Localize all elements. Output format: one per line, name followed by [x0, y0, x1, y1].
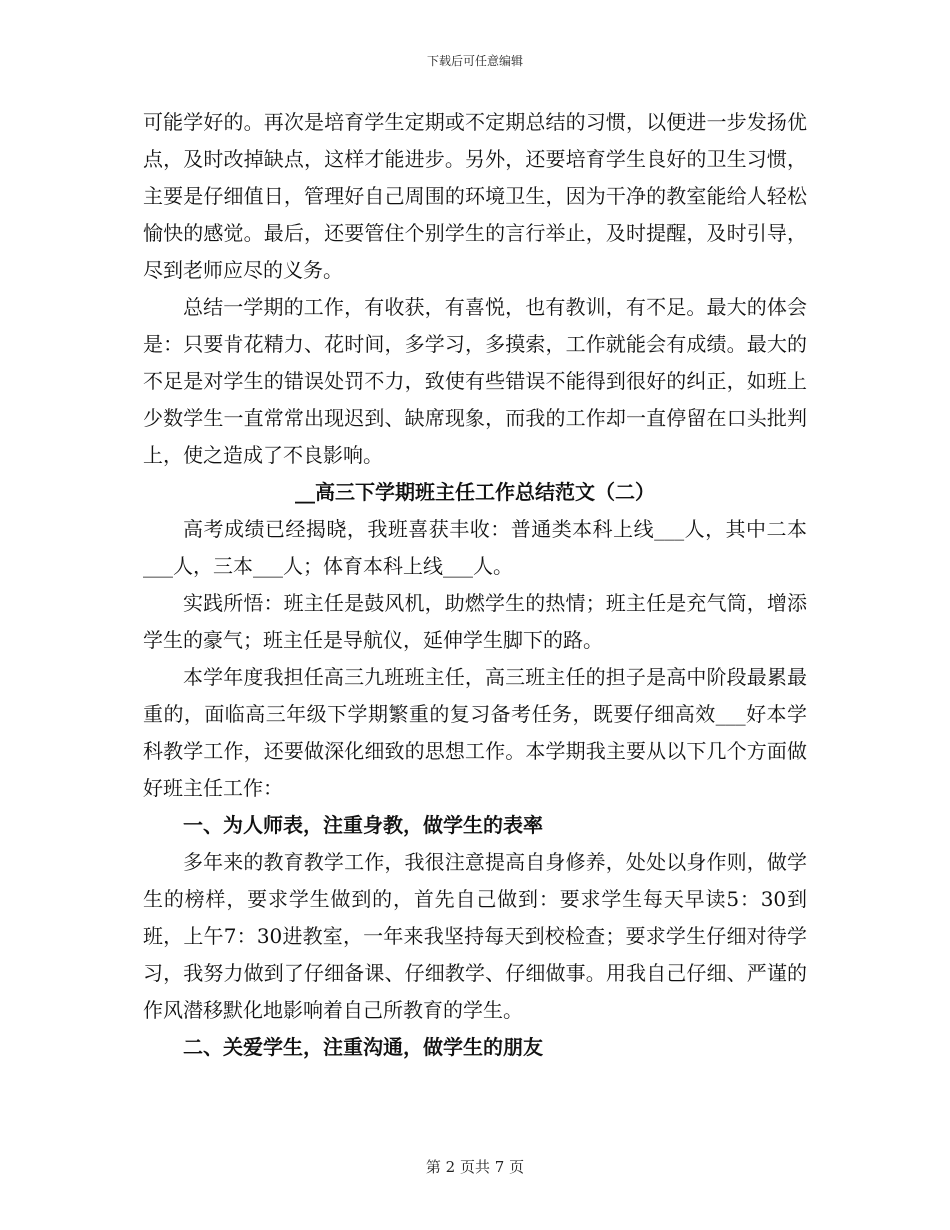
paragraph-2: 总结一学期的工作，有收获，有喜悦，也有教训，有不足。最大的体会是：只要肯花精力、花时间，多学习，多摸索，工作就能会有成绩。最大的不足是对学生的错误处罚不力，致使有些错误不能得到很好的纠正，如班上少数学生一直常常出现迟到、缺席现象，而我的工作却一直停留在口头批判上，使之造成了不良影响。 — [143, 295, 807, 467]
page-footer: 第 2 页共 7 页 — [425, 1158, 525, 1176]
paragraph-3: 高考成绩已经揭晓，我班喜获丰收：普通类本科上线___人，其中二本___人，三本___人；体育本科上线___人。 — [143, 517, 807, 578]
section-title: __高三下学期班主任工作总结范文（二） — [295, 480, 655, 504]
paragraph-5: 本学年度我担任高三九班班主任，高三班主任的担子是高中阶段最累最重的，面临高三年级下学期繁重的复习备考任务，既要仔细高效___好本学科教学工作，还要做深化细致的思想工作。本学期我主要从以下几个方面做好班主任工作： — [143, 665, 807, 800]
page-header: 下载后可任意编辑 — [426, 54, 523, 68]
paragraph-1: 可能学好的。再次是培育学生定期或不定期总结的习惯，以便进一步发扬优点，及时改掉缺点，这样才能进步。另外，还要培育学生良好的卫生习惯，主要是仔细值日，管理好自己周围的环境卫生，因为干净的教室能给人轻松愉快的感觉。最后，还要管住个别学生的言行举止，及时提醒，及时引导，尽到老师应尽的义务。 — [143, 110, 807, 282]
paragraph-6: 多年来的教育教学工作，我很注意提高自身修养，处处以身作则，做学生的榜样，要求学生做到的，首先自己做到：要求学生每天早读5：30到班，上午7：30进教室，一年来我坚持每天到校检查；要求学生仔细对待学习，我努力做到了仔细备课、仔细教学、仔细做事。用我自己仔细、严谨的作风潜移默化地影响着自己所教育的学生。 — [143, 850, 807, 1022]
document-body — [143, 104, 807, 1066]
paragraph-4: 实践所悟：班主任是鼓风机，助燃学生的热情；班主任是充气筒，增添学生的豪气；班主任是导航仪，延伸学生脚下的路。 — [143, 591, 807, 652]
heading-1: 一、为人师表，注重身教，做学生的表率 — [183, 813, 543, 837]
heading-2: 二、关爱学生，注重沟通，做学生的朋友 — [183, 1035, 543, 1059]
